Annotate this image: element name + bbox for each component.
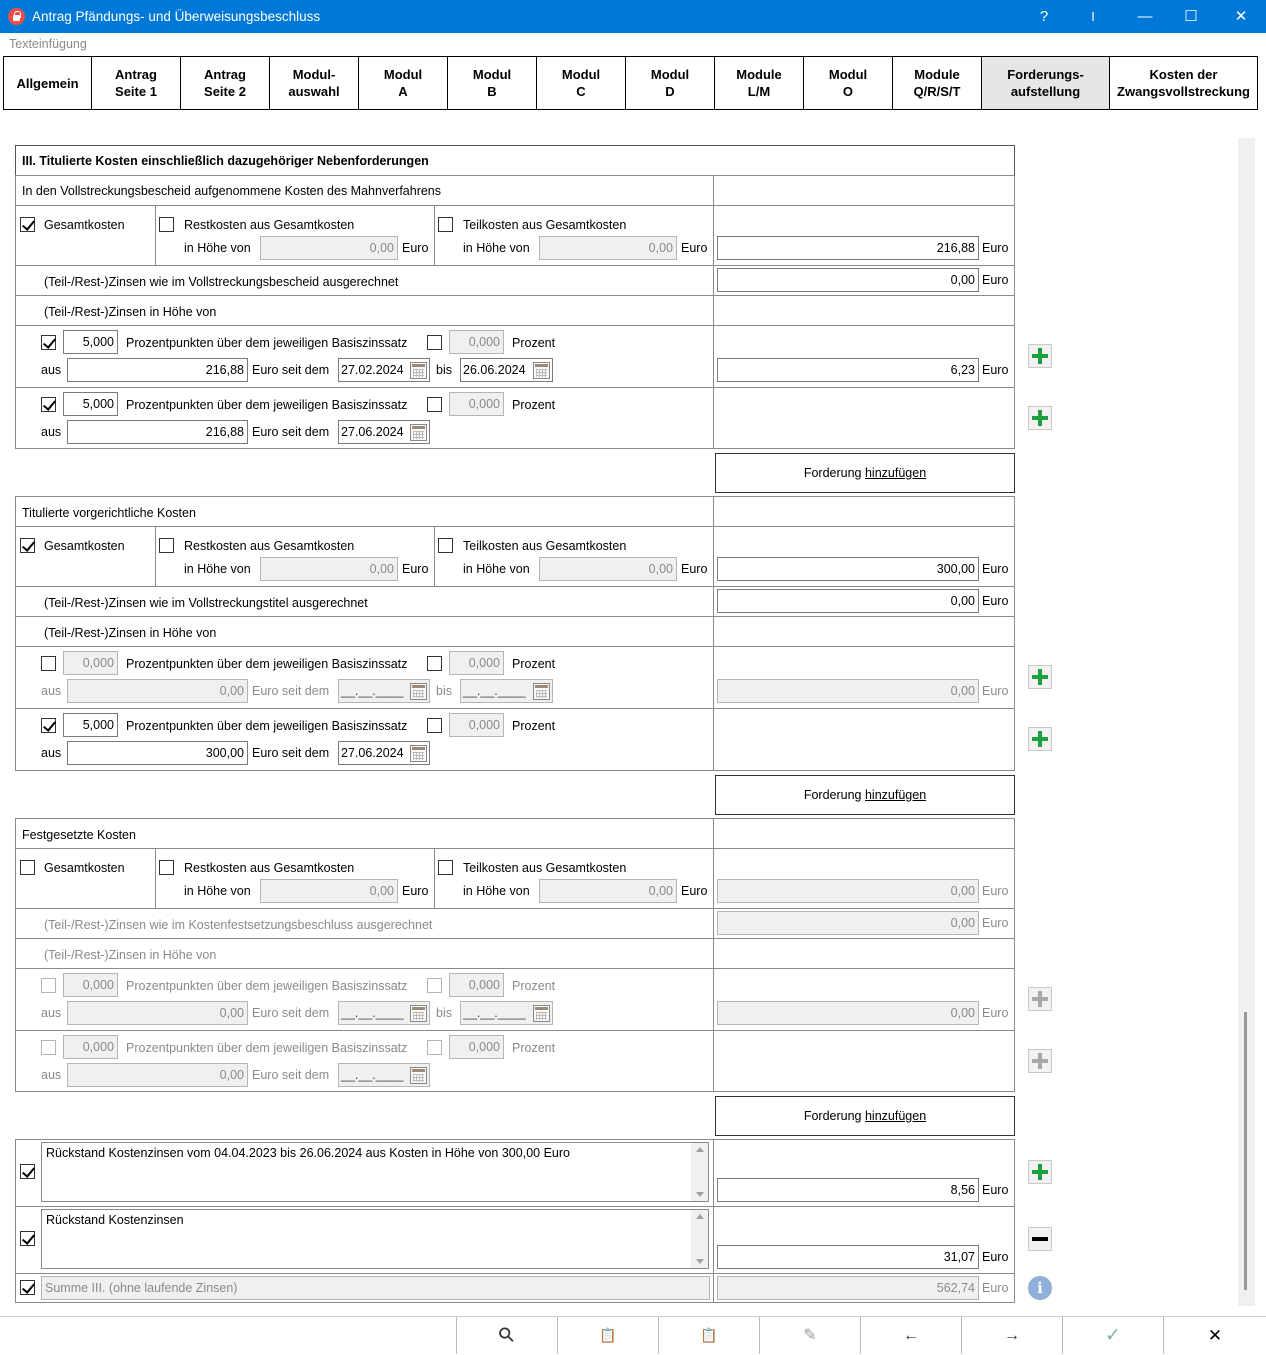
block2-r1-checkbox[interactable] [41, 656, 56, 671]
block2-r1-seit-label: Euro seit dem [252, 684, 330, 698]
block1-gesamt-checkbox[interactable] [20, 217, 35, 232]
block3-rest-label: Restkosten aus Gesamtkosten [184, 861, 355, 875]
block2-ausgerechnet-row [15, 586, 714, 617]
block1-r2-seit-label: Euro seit dem [252, 425, 330, 439]
block1-teil-checkbox[interactable] [438, 217, 453, 232]
block2-ausgerechnet-input[interactable]: 0,00 [717, 589, 979, 613]
search-button[interactable] [456, 1317, 557, 1354]
block2-r2-seit-value: 27.06.2024 [341, 746, 404, 760]
summe-value: 562,74 [717, 1276, 979, 1300]
tab-modul-c[interactable]: Modul C [536, 56, 626, 110]
calendar-icon[interactable] [410, 745, 427, 762]
block1-forderung-hinzufuegen-button[interactable]: Forderung hinzufügen [715, 453, 1015, 493]
block1-r1-aus-label: aus [41, 363, 62, 377]
block2-total-euro: Euro [982, 562, 1009, 576]
arrow-left-icon: ← [903, 1327, 919, 1344]
block2-teil-label: Teilkosten aus Gesamtkosten [463, 539, 627, 553]
block1-r2-checkbox[interactable] [41, 397, 56, 412]
calendar-icon[interactable] [410, 1005, 427, 1022]
block3-r1-seit-value: __.__.____ [341, 1006, 404, 1020]
vertical-scrollbar[interactable] [1238, 138, 1255, 1306]
block1-title: In den Vollstreckungsbescheid aufgenommene Kosten des Mahnverfahrens [22, 184, 442, 198]
edit-button[interactable] [759, 1317, 860, 1354]
block3-r2-pct-label: Prozent [512, 1041, 556, 1055]
block3-teil-euro: Euro [681, 884, 708, 898]
extra1-value[interactable]: 8,56 [717, 1178, 979, 1202]
edit-icon: ✎ [803, 1327, 817, 1344]
block1-zinsen-row [15, 295, 714, 326]
block3-teil-checkbox[interactable] [438, 860, 453, 875]
block3-r1-bis-value: __.__.____ [463, 1006, 526, 1020]
block3-r1-checkbox[interactable] [41, 978, 56, 993]
block3-rest-euro: Euro [402, 884, 429, 898]
tab-modul-o[interactable]: Modul O [803, 56, 893, 110]
footer-toolbar [0, 1316, 1266, 1353]
block2-r2-seit-label: Euro seit dem [252, 746, 330, 760]
scroll-up-icon[interactable] [696, 1214, 704, 1219]
block2-teil-euro: Euro [681, 562, 708, 576]
block1-rest-checkbox[interactable] [159, 217, 174, 232]
block1-r1-result-euro: Euro [982, 363, 1009, 377]
block3-r1-pp-label: Prozentpunkten über dem jeweiligen Basiszinssatz [126, 979, 408, 993]
block3-r2-add-icon[interactable] [1028, 1049, 1052, 1073]
block2-gesamt-checkbox[interactable] [20, 538, 35, 553]
section-header [15, 145, 1015, 176]
block3-r2-aus-input[interactable]: 0,00 [67, 1063, 248, 1087]
extra2-text: Rückstand Kostenzinsen [46, 1213, 184, 1227]
block3-r1-pp-input[interactable]: 0,000 [63, 973, 118, 997]
block2-rest-input[interactable]: 0,00 [260, 557, 398, 581]
block1-r1-pct-checkbox[interactable] [427, 335, 442, 350]
extra1-textarea[interactable] [41, 1142, 709, 1202]
block3-r2-seit-value: __.__.____ [341, 1068, 404, 1082]
block3-r2-seit-label: Euro seit dem [252, 1068, 330, 1082]
block1-r2-pp-input[interactable]: 5,000 [63, 392, 118, 416]
clipboard-button[interactable] [557, 1317, 658, 1354]
block2-ausgerechnet-label: (Teil-/Rest-)Zinsen wie im Vollstreckungstitel ausgerechnet [44, 596, 368, 610]
block1-r2-seit-value: 27.06.2024 [341, 425, 404, 439]
block3-r1-pct-checkbox[interactable] [427, 978, 442, 993]
block3-title-row [15, 818, 714, 849]
forward-button[interactable] [961, 1317, 1062, 1354]
block1-r1-bis-date[interactable] [460, 358, 553, 382]
block2-ausgerechnet-euro: Euro [982, 594, 1009, 608]
block1-ausgerechnet-input[interactable]: 0,00 [717, 268, 979, 292]
block3-total-euro: Euro [982, 884, 1009, 898]
extra2-textarea[interactable] [41, 1209, 709, 1269]
block3-rest-input[interactable]: 0,00 [260, 879, 398, 903]
block1-teil-hoehe-label: in Höhe von [463, 241, 530, 255]
scroll-down-icon[interactable] [696, 1259, 704, 1264]
block1-r1-result[interactable]: 6,23 [717, 358, 979, 382]
calendar-icon[interactable] [533, 362, 550, 379]
tab-modulauswahl[interactable]: Modul- auswahl [269, 56, 359, 110]
block3-ausgerechnet-label: (Teil-/Rest-)Zinsen wie im Kostenfestsetzungsbeschluss ausgerechnet [44, 918, 433, 932]
block2-r2-pct-label: Prozent [512, 719, 556, 733]
block1-r1-pp-label: Prozentpunkten über dem jeweiligen Basiszinssatz [126, 336, 408, 350]
lock-app-icon [8, 8, 25, 25]
title-bar [0, 0, 1266, 33]
extra2-euro: Euro [982, 1250, 1009, 1264]
block3-r1-bis-label: bis [436, 1006, 452, 1020]
block3-r2-pp-input[interactable]: 0,000 [63, 1035, 118, 1059]
block1-gesamt-label: Gesamtkosten [44, 218, 125, 232]
close-window-button[interactable]: ✕ [1234, 8, 1248, 25]
block3-r1-aus-input[interactable]: 0,00 [67, 1001, 248, 1025]
block2-title-row [15, 496, 714, 527]
block2-rest-euro: Euro [402, 562, 429, 576]
block1-r1-seit-value: 27.02.2024 [341, 363, 404, 377]
block3-r2-aus-label: aus [41, 1068, 62, 1082]
block2-r1-bis-value: __.__.____ [463, 684, 526, 698]
block3-rest-hoehe-label: in Höhe von [184, 884, 251, 898]
block3-r2-checkbox[interactable] [41, 1040, 56, 1055]
calendar-icon[interactable] [533, 1005, 550, 1022]
block2-r2-seit-date[interactable] [338, 741, 430, 765]
tab-allgemein[interactable]: Allgemein [3, 56, 92, 110]
hotkey-letter: hinzufügen [864, 1109, 927, 1123]
block2-r2-add-icon[interactable] [1028, 727, 1052, 751]
block2-title: Titulierte vorgerichtliche Kosten [22, 506, 196, 520]
block3-teil-label: Teilkosten aus Gesamtkosten [463, 861, 627, 875]
extra1-euro: Euro [982, 1183, 1009, 1197]
help-button[interactable]: ? [1039, 8, 1049, 25]
block1-r2-aus-input[interactable]: 216,88 [67, 420, 248, 444]
summe-checkbox[interactable] [20, 1280, 35, 1295]
block1-zins-row-2-right [713, 387, 1015, 449]
extra1-text: Rückstand Kostenzinsen vom 04.04.2023 bis 26.06.2024 aus Kosten in Höhe von 300,00 Euro [46, 1146, 570, 1160]
block3-rest-checkbox[interactable] [159, 860, 174, 875]
minimize-button[interactable]: — [1137, 8, 1153, 25]
block2-gesamt-cell [15, 526, 156, 587]
block1-r2-seit-date[interactable] [338, 420, 430, 444]
block3-zinsen-row [15, 938, 714, 969]
block2-teil-checkbox[interactable] [438, 538, 453, 553]
block1-total-input[interactable]: 216,88 [717, 236, 979, 260]
cancel-button[interactable] [1163, 1317, 1266, 1354]
block3-r1-pct-input[interactable]: 0,000 [449, 973, 504, 997]
block2-forderung-hinzufuegen-button[interactable]: Forderung hinzufügen [715, 775, 1015, 815]
block2-zinsen-right [713, 616, 1015, 647]
calendar-icon[interactable] [410, 683, 427, 700]
block3-r2-pct-input[interactable]: 0,000 [449, 1035, 504, 1059]
block2-r1-seit-date[interactable] [338, 679, 430, 703]
calendar-icon[interactable] [410, 1067, 427, 1084]
block2-teil-input[interactable]: 0,00 [539, 557, 677, 581]
block3-ausgerechnet-input[interactable]: 0,00 [717, 911, 979, 935]
menu-bar [0, 33, 1266, 55]
checkmark-icon: ✓ [1105, 1325, 1121, 1346]
block3-title-right [713, 818, 1015, 849]
block2-r1-pp-input[interactable]: 0,000 [63, 651, 118, 675]
block1-r1-bis-value: 26.06.2024 [463, 363, 526, 377]
extra1-add-icon[interactable] [1028, 1160, 1052, 1184]
extra1-checkbox[interactable] [20, 1164, 35, 1179]
calendar-icon[interactable] [533, 683, 550, 700]
block3-title: Festgesetzte Kosten [22, 828, 136, 842]
block3-r2-pct-checkbox[interactable] [427, 1040, 442, 1055]
block2-total-input[interactable]: 300,00 [717, 557, 979, 581]
block3-r1-pct-label: Prozent [512, 979, 556, 993]
block2-rest-hoehe-label: in Höhe von [184, 562, 251, 576]
block3-r1-result-euro: Euro [982, 1006, 1009, 1020]
block2-r2-pct-input[interactable]: 0,000 [449, 713, 504, 737]
block2-zins-row-2-right [713, 708, 1015, 771]
back-button[interactable] [860, 1317, 961, 1354]
tab-forderungsaufstellung[interactable]: Forderungs- aufstellung [981, 56, 1110, 110]
block3-gesamt-label: Gesamtkosten [44, 861, 125, 875]
block1-r1-pp-input[interactable]: 5,000 [63, 330, 118, 354]
block1-title-row [15, 175, 714, 206]
block1-r2-pct-label: Prozent [512, 398, 556, 412]
block1-r1-add-icon[interactable] [1028, 344, 1052, 368]
extra2-checkbox[interactable] [20, 1231, 35, 1246]
block1-total-euro: Euro [982, 241, 1009, 255]
block2-r2-pct-checkbox[interactable] [427, 718, 442, 733]
block1-r1-bis-label: bis [436, 363, 452, 377]
block2-r1-pp-label: Prozentpunkten über dem jeweiligen Basiszinssatz [126, 657, 408, 671]
block3-total-input[interactable]: 0,00 [717, 879, 979, 903]
section-title: III. Titulierte Kosten einschließlich dazugehöriger Nebenforderungen [22, 154, 429, 168]
tab-antrag-seite-1[interactable]: Antrag Seite 1 [91, 56, 181, 110]
block3-zinsen-label: (Teil-/Rest-)Zinsen in Höhe von [44, 948, 217, 962]
block2-zinsen-row [15, 616, 714, 647]
block3-r2-seit-date[interactable] [338, 1063, 430, 1087]
block2-gesamt-label: Gesamtkosten [44, 539, 125, 553]
block1-r2-pp-label: Prozentpunkten über dem jeweiligen Basiszinssatz [126, 398, 408, 412]
block2-r1-aus-input[interactable]: 0,00 [67, 679, 248, 703]
arrow-right-icon: → [1004, 1327, 1020, 1344]
scroll-down-icon[interactable] [696, 1192, 704, 1197]
block3-gesamt-checkbox[interactable] [20, 860, 35, 875]
block2-r1-pct-checkbox[interactable] [427, 656, 442, 671]
block3-r1-result[interactable]: 0,00 [717, 1001, 979, 1025]
summe-euro: Euro [982, 1281, 1009, 1295]
tab-bar [3, 56, 1258, 110]
block1-rest-label: Restkosten aus Gesamtkosten [184, 218, 355, 232]
scrollbar-thumb[interactable] [1244, 1012, 1247, 1290]
block1-zinsen-right [713, 295, 1015, 326]
calendar-icon[interactable] [410, 362, 427, 379]
block3-teil-hoehe-label: in Höhe von [463, 884, 530, 898]
block3-ausgerechnet-row [15, 908, 714, 939]
block1-rest-hoehe-label: in Höhe von [184, 241, 251, 255]
block2-r2-pp-input[interactable]: 5,000 [63, 713, 118, 737]
block1-r2-aus-label: aus [41, 425, 62, 439]
block2-r2-aus-input[interactable]: 300,00 [67, 741, 248, 765]
block1-rest-euro: Euro [402, 241, 429, 255]
maximize-button[interactable]: ☐ [1184, 8, 1198, 25]
block2-r1-result[interactable]: 0,00 [717, 679, 979, 703]
block1-r2-add-icon[interactable] [1028, 406, 1052, 430]
tab-antrag-seite-2[interactable]: Antrag Seite 2 [180, 56, 270, 110]
tab-kosten-zwangsvollstreckung[interactable]: Kosten der Zwangsvollstreckung [1109, 56, 1258, 110]
hotkey-letter: hinzufügen [864, 788, 927, 802]
summe-label: Summe III. (ohne laufende Zinsen) [41, 1276, 710, 1300]
extra2-remove-icon[interactable] [1028, 1227, 1052, 1251]
block1-teil-label: Teilkosten aus Gesamtkosten [463, 218, 627, 232]
block3-r2-pp-label: Prozentpunkten über dem jeweiligen Basiszinssatz [126, 1041, 408, 1055]
menu-texteinfuegung[interactable]: Texteinfügung [9, 37, 87, 51]
block1-r1-checkbox[interactable] [41, 335, 56, 350]
block2-r1-aus-label: aus [41, 684, 62, 698]
text-cursor-icon: I [1091, 9, 1095, 24]
block3-r1-aus-label: aus [41, 1006, 62, 1020]
tab-modul-b[interactable]: Modul B [447, 56, 537, 110]
block1-r2-pct-input[interactable]: 0,000 [449, 392, 504, 416]
tab-modul-a[interactable]: Modul A [358, 56, 448, 110]
extra2-value[interactable]: 31,07 [717, 1245, 979, 1269]
window-title: Antrag Pfändungs- und Überweisungsbeschluss [32, 9, 321, 24]
block2-r2-pp-label: Prozentpunkten über dem jeweiligen Basiszinssatz [126, 719, 408, 733]
block3-ausgerechnet-euro: Euro [982, 916, 1009, 930]
clipboard-icon: 📋 [599, 1327, 617, 1343]
clipboard-list-button[interactable] [658, 1317, 759, 1354]
block1-r1-seit-label: Euro seit dem [252, 363, 330, 377]
block2-zinsen-label: (Teil-/Rest-)Zinsen in Höhe von [44, 626, 217, 640]
extra2-scrollbar[interactable] [691, 1210, 708, 1268]
block1-ausgerechnet-row [15, 265, 714, 296]
block1-title-right [713, 175, 1015, 206]
block1-zinsen-label: (Teil-/Rest-)Zinsen in Höhe von [44, 305, 217, 319]
search-icon: ⚲ [493, 1322, 520, 1349]
block1-r1-pct-label: Prozent [512, 336, 556, 350]
block3-r1-add-icon[interactable] [1028, 987, 1052, 1011]
block3-r1-bis-date[interactable] [460, 1001, 553, 1025]
hotkey-letter: hinzufügen [864, 466, 927, 480]
block1-r1-aus-input[interactable]: 216,88 [67, 358, 248, 382]
calendar-icon[interactable] [410, 424, 427, 441]
block2-r1-seit-value: __.__.____ [341, 684, 404, 698]
block3-teil-input[interactable]: 0,00 [539, 879, 677, 903]
block3-r1-seit-label: Euro seit dem [252, 1006, 330, 1020]
extra1-scrollbar[interactable] [691, 1143, 708, 1201]
block1-teil-input[interactable]: 0,00 [539, 236, 677, 260]
block2-r2-aus-label: aus [41, 746, 62, 760]
close-icon: ✕ [1207, 1326, 1223, 1345]
block1-teil-euro: Euro [681, 241, 708, 255]
block2-r1-bis-date[interactable] [460, 679, 553, 703]
tab-module-lm[interactable]: Module L/M [714, 56, 804, 110]
block2-rest-checkbox[interactable] [159, 538, 174, 553]
block1-rest-input[interactable]: 0,00 [260, 236, 398, 260]
block3-zins-row-2-right [713, 1030, 1015, 1092]
block2-r1-bis-label: bis [436, 684, 452, 698]
block1-r1-seit-date[interactable] [338, 358, 430, 382]
block1-ausgerechnet-label: (Teil-/Rest-)Zinsen wie im Vollstreckungsbescheid ausgerechnet [44, 275, 399, 289]
block3-gesamt-cell [15, 848, 156, 909]
scroll-up-icon[interactable] [696, 1147, 704, 1152]
block3-forderung-hinzufuegen-button[interactable]: Forderung hinzufügen [715, 1096, 1015, 1136]
block2-title-right [713, 496, 1015, 527]
clipboard-list-icon: 📋 [700, 1327, 718, 1343]
block3-zinsen-right [713, 938, 1015, 969]
block2-r1-add-icon[interactable] [1028, 665, 1052, 689]
block2-r1-pct-input[interactable]: 0,000 [449, 651, 504, 675]
block2-teil-hoehe-label: in Höhe von [463, 562, 530, 576]
block1-gesamt-cell [15, 205, 156, 266]
block1-ausgerechnet-euro: Euro [982, 273, 1009, 287]
block2-r1-result-euro: Euro [982, 684, 1009, 698]
block1-r2-pct-checkbox[interactable] [427, 397, 442, 412]
ok-button[interactable] [1062, 1317, 1163, 1354]
tab-module-qrst[interactable]: Module Q/R/S/T [892, 56, 982, 110]
block3-r1-seit-date[interactable] [338, 1001, 430, 1025]
info-icon[interactable]: i [1028, 1276, 1052, 1300]
block1-r1-pct-input[interactable]: 0,000 [449, 330, 504, 354]
block2-r1-pct-label: Prozent [512, 657, 556, 671]
block2-rest-label: Restkosten aus Gesamtkosten [184, 539, 355, 553]
block2-r2-checkbox[interactable] [41, 718, 56, 733]
tab-modul-d[interactable]: Modul D [625, 56, 715, 110]
